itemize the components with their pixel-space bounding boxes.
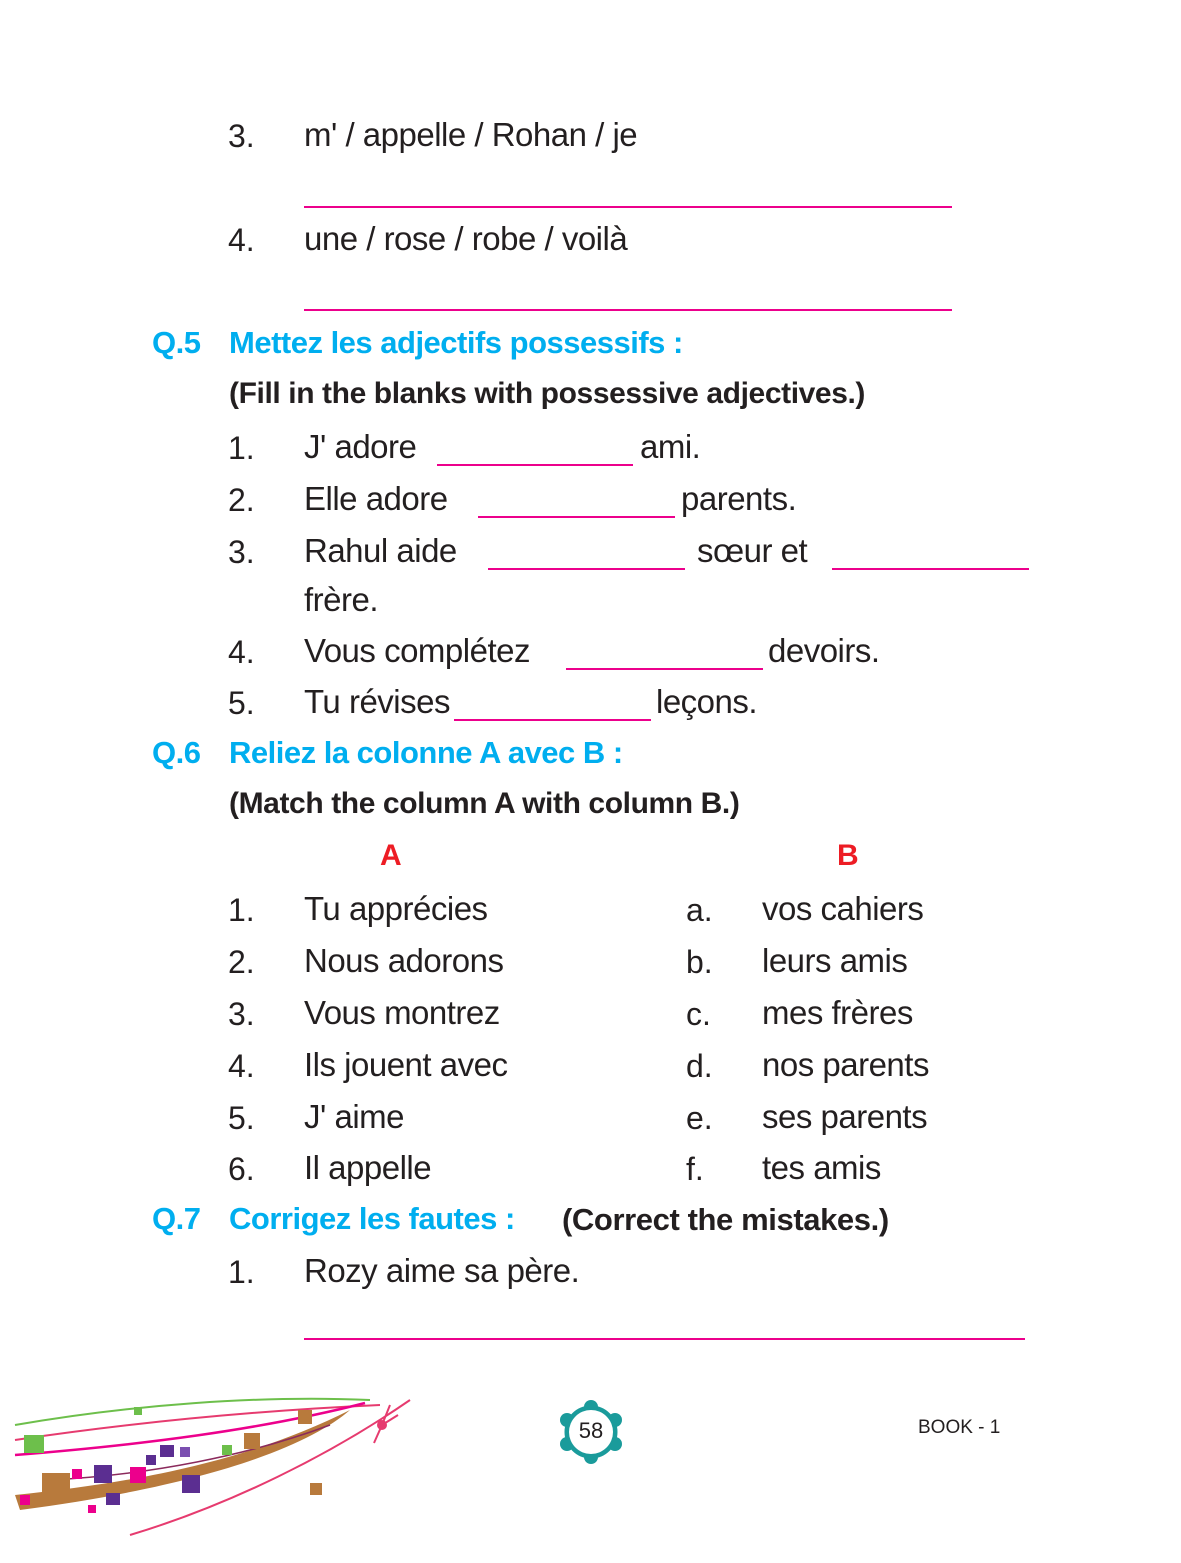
column-a-header: A [380,839,402,872]
q7-item-1-text: Rozy aime sa père. [304,1252,580,1289]
q5-label: Q.5 [152,325,201,360]
book-label: BOOK - 1 [918,1417,1001,1438]
q5-item-1-number: 1. [228,430,255,466]
q6-row-3-number: 3. [228,996,255,1032]
q5-item-3-blank-2[interactable] [832,568,1029,570]
q5-item-3-middle: sœur et [697,532,808,569]
q6-title: Reliez la colonne A avec B : [229,735,623,770]
q6-row-6-number: 6. [228,1151,255,1187]
q5-item-3-blank-1[interactable] [488,568,685,570]
q6-row-5-letter: e. [686,1100,713,1136]
q5-item-5-number: 5. [228,685,255,721]
q7-subtitle: (Correct the mistakes.) [562,1202,889,1237]
q6-row-4-letter: d. [686,1048,713,1084]
footer-decoration [10,1385,430,1545]
q6-row-1-number: 1. [228,892,255,928]
q6-row-3-letter: c. [686,996,711,1032]
q6-row-1-b: vos cahiers [762,890,924,927]
q4-item-3-text: m' / appelle / Rohan / je [304,116,638,153]
q6-row-2-letter: b. [686,944,713,980]
q5-item-4-before: Vous complétez [304,632,530,669]
q5-item-5-before: Tu révises [304,683,450,720]
q5-item-1-before: J' adore [304,428,417,465]
q6-row-6-a: Il appelle [304,1149,432,1186]
q6-row-6-letter: f. [686,1151,704,1187]
q5-item-4-number: 4. [228,634,255,670]
q5-item-5-blank[interactable] [454,719,651,721]
q5-item-5-after: leçons. [656,683,758,720]
q7-title: Corrigez les fautes : [229,1201,515,1236]
column-b-header: B [837,839,859,872]
q6-row-2-number: 2. [228,944,255,980]
q5-item-2-before: Elle adore [304,480,448,517]
page-number: 58 [578,1418,604,1443]
q4-item-3-number: 3. [228,118,255,154]
q6-row-1-a: Tu apprécies [304,890,488,927]
q5-item-2-after: parents. [681,480,797,517]
q6-label: Q.6 [152,735,201,770]
q7-label: Q.7 [152,1201,201,1236]
q4-item-4-number: 4. [228,222,255,258]
q6-row-6-b: tes amis [762,1149,881,1186]
q6-row-2-a: Nous adorons [304,942,504,979]
q6-row-2-b: leurs amis [762,942,908,979]
q6-row-3-a: Vous montrez [304,994,500,1031]
q6-row-4-a: Ils jouent avec [304,1046,508,1083]
q5-item-2-number: 2. [228,482,255,518]
q6-row-5-number: 5. [228,1100,255,1136]
q5-item-3-number: 3. [228,534,255,570]
q6-row-5-b: ses parents [762,1098,928,1135]
q6-row-1-letter: a. [686,892,713,928]
q5-item-4-after: devoirs. [768,632,880,669]
q5-item-1-after: ami. [640,428,701,465]
q7-item-1-answer-line[interactable] [304,1338,1025,1340]
q6-row-5-a: J' aime [304,1098,404,1135]
q5-item-1-blank[interactable] [437,464,633,466]
q4-item-4-text: une / rose / robe / voilà [304,220,628,257]
q5-item-3-before: Rahul aide [304,532,457,569]
q5-item-4-blank[interactable] [566,668,763,670]
q6-row-4-b: nos parents [762,1046,929,1083]
q5-item-2-blank[interactable] [478,516,675,518]
q4-item-4-answer-line[interactable] [304,309,952,311]
q6-row-3-b: mes frères [762,994,913,1031]
q6-row-4-number: 4. [228,1048,255,1084]
q6-subtitle: (Match the column A with column B.) [229,787,740,820]
q7-item-1-number: 1. [228,1254,255,1290]
q5-title: Mettez les adjectifs possessifs : [229,325,683,360]
q5-item-3-continuation: frère. [304,581,379,618]
q5-subtitle: (Fill in the blanks with possessive adjectives.) [229,377,866,410]
q4-item-3-answer-line[interactable] [304,206,952,208]
